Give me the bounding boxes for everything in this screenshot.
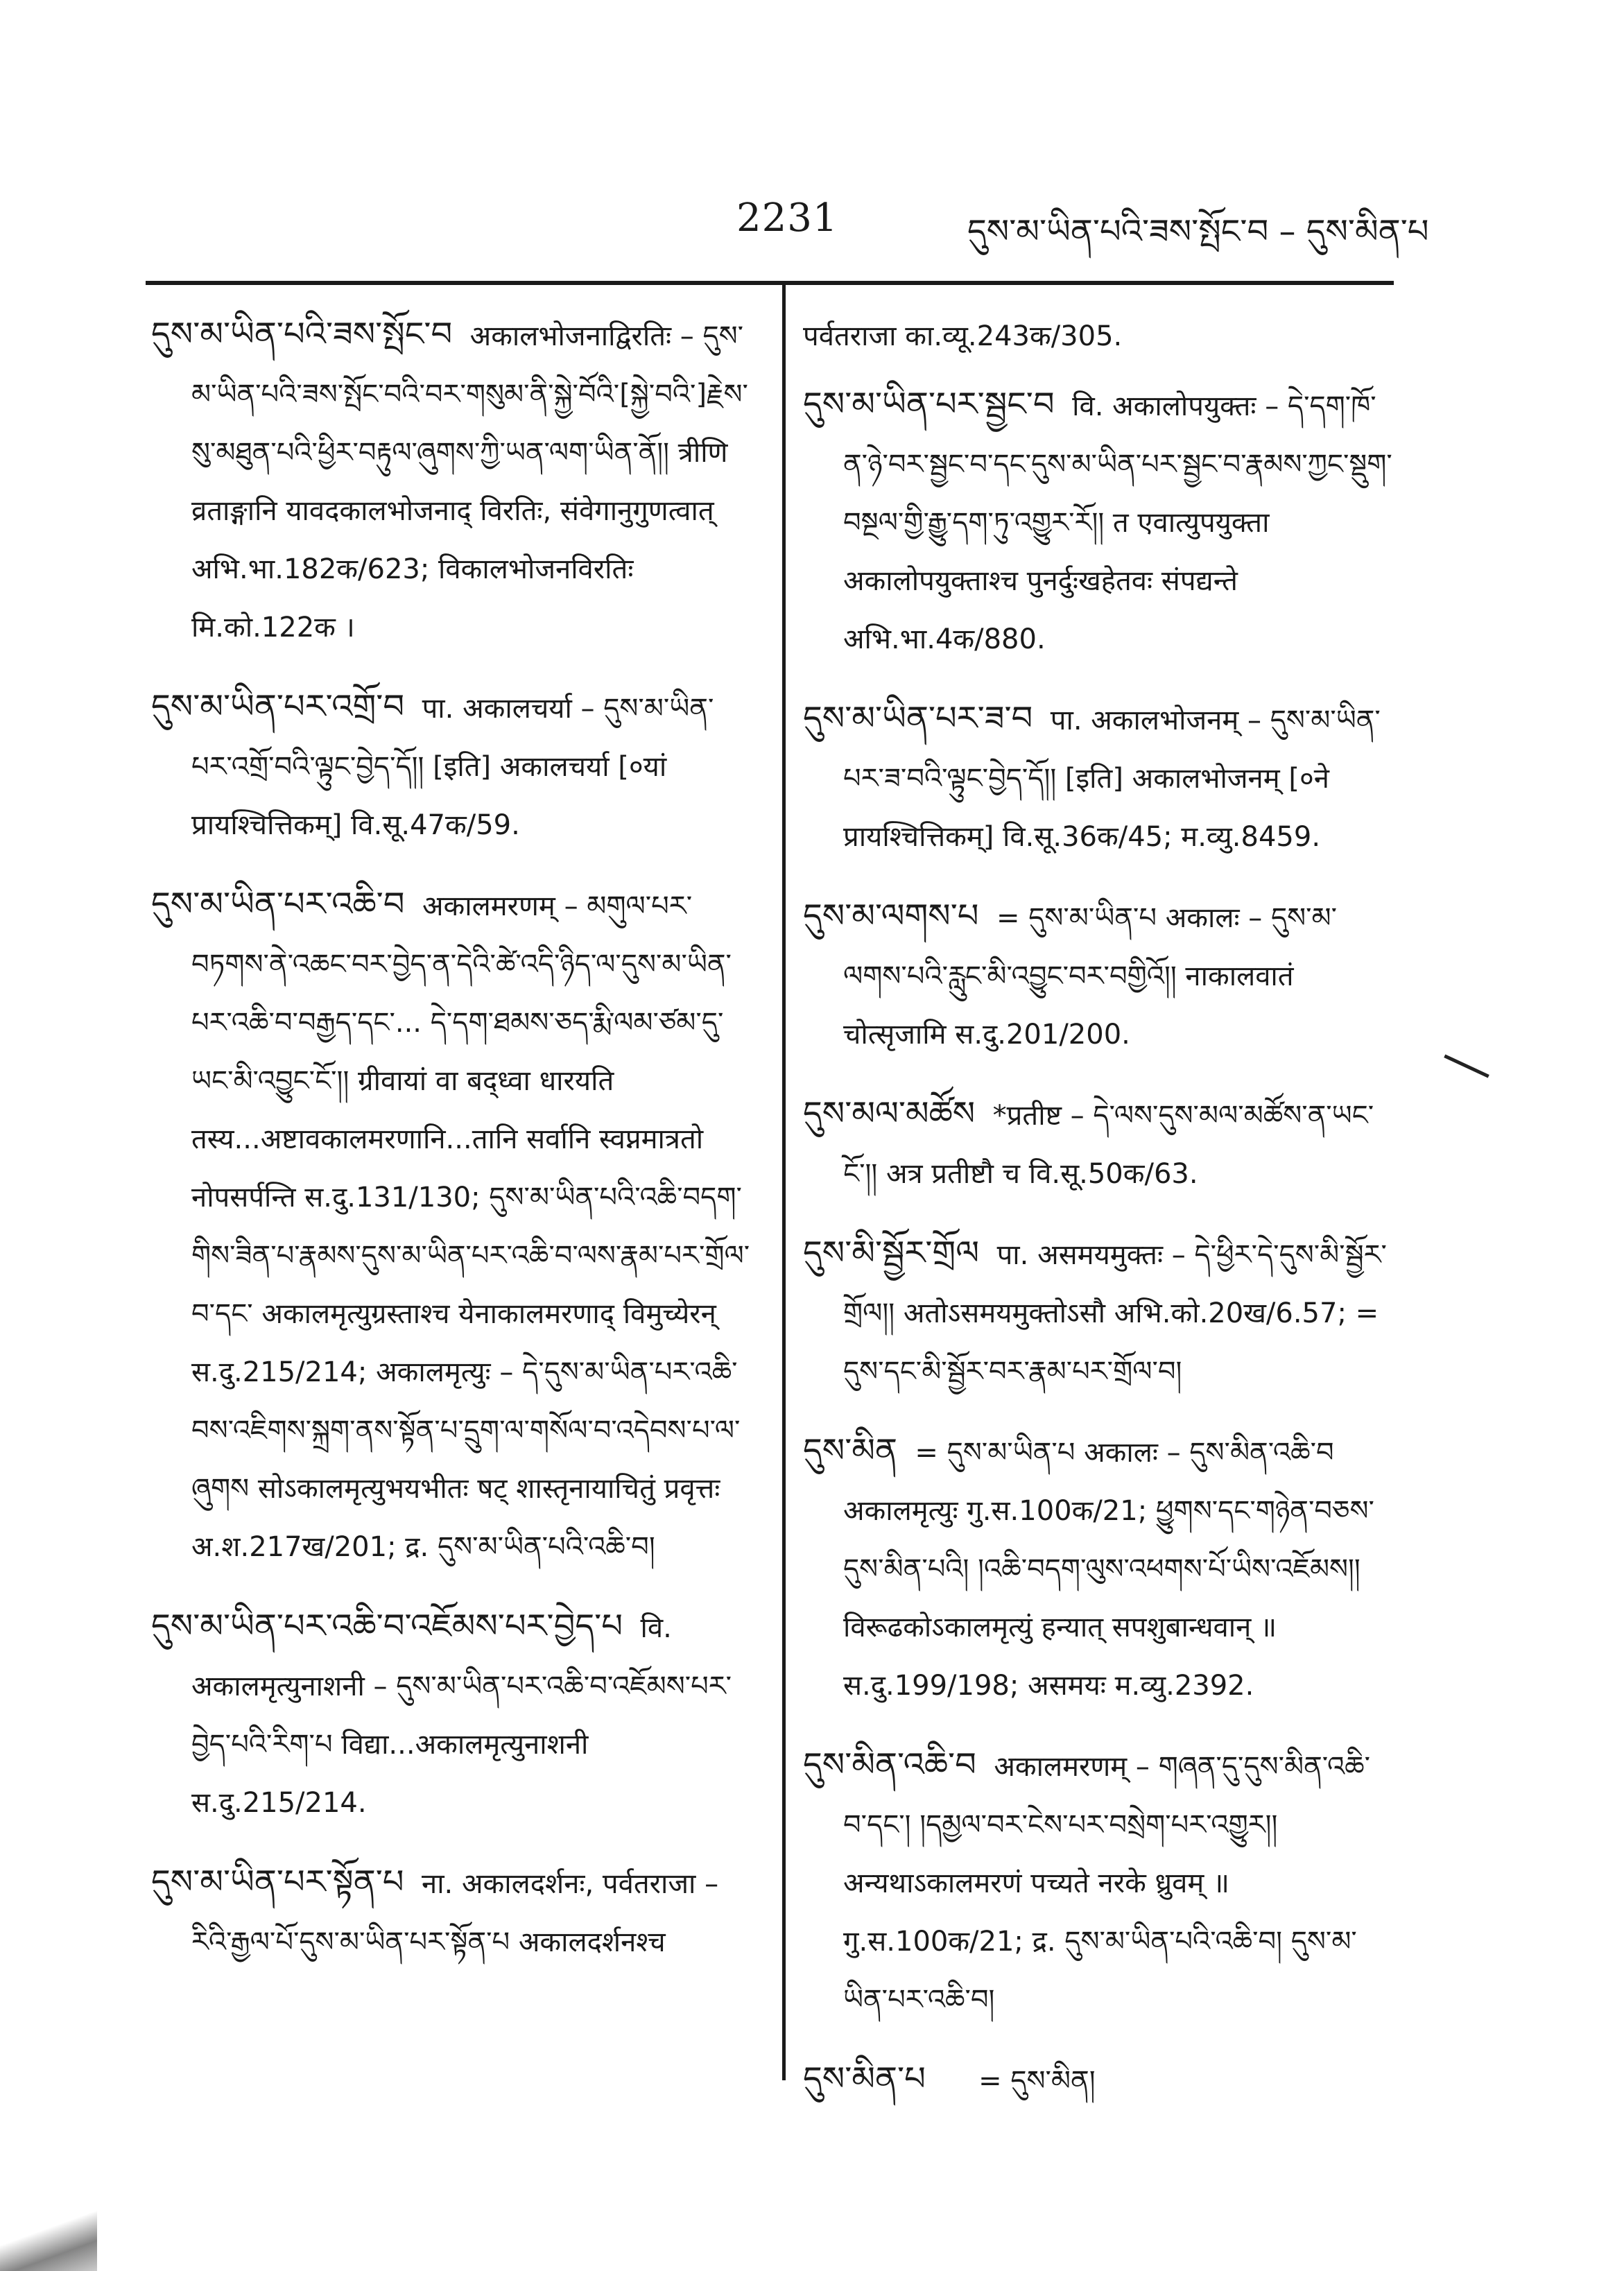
entry-text: पर्वतराजा का.व्यू.243क/305. bbox=[803, 320, 1123, 352]
entry-text: वि. अकालोपयुक्तः – དེ་དག་ཁོ་ན་ཉེ་བར་སྦྱང་བ་དང་དུས་མ་ཡིན་པར་སྦྱང་བ་རྣམས་ཀྱང་སྡུག་བསྔལ་གྱི་རྒྱུ་དག་ཏུ་འགྱུར་རོ།། त एवात्युपयुक्ता अकालोपयुक्ताश्च पुनर्दुःखहेतवः संपद्यन्ते अभि.भा.4क/880. bbox=[843, 390, 1392, 655]
entry-headword: དུས་མ་ཡིན་པར་འགྲོ་བ bbox=[151, 687, 405, 726]
entry-text: पा. अकालचर्या – དུས་མ་ཡིན་པར་འགྲོ་བའི་ལྟུང་བྱེད་དོ།། [इति] अकालचर्या [०यां प्रायश्चित्तिकम्] वि.सू.47क/59. bbox=[191, 693, 714, 841]
dictionary-entry bbox=[803, 1085, 1392, 1203]
entry-headword: དུས་མ་ཡིན་པར་འཆི་བ་འཇོམས་པར་བྱེད་པ bbox=[151, 1607, 623, 1646]
entry-text: अकालभोजनाद्विरतिः – དུས་མ་ཡིན་པའི་ཟས་སྤོང་བའི་བར་གསུམ་ནི་སྐྱེ་བོའི་[སྐྱེ་བའི་]རྗེས་སུ་མཐུན་པའི་ཕྱིར་བརྟུལ་ཞུགས་ཀྱི་ཡན་ལག་ཡིན་ནོ།། त्रीणि व्रताङ्गानि यावदकालभोजनाद् विरतिः, संवेगानुगुणत्वात् अभि.भा.182क/623; विकालभोजनविरतिः मि.को.122क । bbox=[191, 320, 748, 644]
entry-headword: དུས་མ་ལགས་པ bbox=[803, 897, 979, 935]
right-column bbox=[803, 305, 1392, 2131]
entry-text: पा. अकालभोजनम् – དུས་མ་ཡིན་པར་ཟ་བའི་ལྟུང་བྱེད་དོ།། [इति] अकालभोजनम् [०ने प्रायश्चित्तिकम्] वि.सू.36क/45; म.व्यु.8459. bbox=[843, 705, 1381, 853]
entry-text: = དུས་མ་ཡིན་པ अकालः – དུས་མིན་འཆི་བ अकालमृत्युः गु.स.100क/21; ཕྱུགས་དང་གཉེན་བཅས་དུས་མིན་པའི། །འཆི་བདག་ལུས་འཕགས་པོ་ཡིས་འཇོམས།། विरूढकोऽकालमृत्युं हन्यात् सपशुबान्धवान् ॥ स.दु.199/198; असमयः म.व्यु.2392. bbox=[843, 1437, 1374, 1702]
dictionary-entry-continuation bbox=[803, 305, 1392, 365]
entry-text: *प्रतीष्ट – དེ་ལས་དུས་མལ་མཚོས་ན་ཡང་ངོ་།། अत्र प्रतीष्टौ च वि.सू.50क/63. bbox=[843, 1100, 1374, 1190]
dictionary-entry bbox=[803, 689, 1392, 866]
entry-headword: དུས་མིན་པ bbox=[803, 2060, 926, 2098]
dictionary-entry bbox=[151, 305, 754, 657]
dictionary-entry bbox=[151, 1853, 754, 1971]
dictionary-entry bbox=[151, 1597, 754, 1832]
entry-text: = དུས་མ་ཡིན་པ अकालः – དུས་མ་ལགས་པའི་རླུང་མི་འབྱུང་བར་བགྱིའོ།། नाकालवातं चोत्सृजामि स.दु.201/200. bbox=[843, 902, 1337, 1051]
dictionary-entry bbox=[151, 677, 754, 854]
page-header bbox=[0, 0, 1624, 305]
entry-headword: དུས་མིན bbox=[803, 1431, 897, 1470]
header-rule bbox=[146, 281, 1394, 285]
left-column bbox=[151, 305, 754, 1992]
entry-headword: དུས་མ་ཡིན་པར་སྟོན་པ bbox=[151, 1863, 404, 1901]
page-number: 2231 bbox=[736, 196, 838, 241]
entry-text: अकालमरणम् – གཞན་དུ་དུས་མིན་འཆི་བ་དང་། །དམྱལ་བར་ངེས་པར་བསྲེག་པར་འགྱུར།། अन्यथाऽकालमरणं पच्यते नरके ध्रुवम् ॥ गु.स.100क/21; द्र. དུས་མ་ཡིན་པའི་འཆི་བ། དུས་མ་ཡིན་པར་འཆི་བ། bbox=[843, 1751, 1371, 2016]
entry-text: ना. अकालदर्शनः, पर्वतराजा – རིའི་རྒྱལ་པོ་དུས་མ་ཡིན་པར་སྟོན་པ अकालदर्शनश्च bbox=[191, 1868, 719, 1958]
entry-headword: དུས་མ་ཡིན་པར་ཟ་བ bbox=[803, 699, 1033, 738]
entry-headword: དུས་མ་ཡིན་པར་སྦྱང་བ bbox=[803, 385, 1055, 424]
dictionary-entry bbox=[803, 2050, 1392, 2110]
entry-text: वि. अकालमृत्युनाशनी – དུས་མ་ཡིན་པར་འཆི་བ་འཇོམས་པར་བྱེད་པའི་རིག་པ विद्या...अकालमृत्युनाशनी स.दु.215/214. bbox=[191, 1612, 732, 1819]
dictionary-entry bbox=[151, 875, 754, 1576]
entry-headword: དུས་མ་ཡིན་པའི་ཟས་སྤོང་བ bbox=[151, 315, 453, 354]
entry-headword: དུས་མིན་འཆི་བ bbox=[803, 1745, 976, 1784]
entry-text: पा. असमयमुक्तः – དེ་ཕྱིར་དེ་དུས་མི་སྦྱོར་གྲོལ།། अतोऽसमयमुक्तोऽसौ अभि.को.20ख/6.57; = དུས་དང་མི་སྦྱོར་བར་རྣམ་པར་གྲོལ་བ། bbox=[843, 1239, 1387, 1388]
running-head: དུས་མ་ཡིན་པའི་ཟས་སྤོང་བ – དུས་མིན་པ bbox=[967, 212, 1429, 251]
entry-headword: དུས་མ་ཡིན་པར་འཆི་བ bbox=[151, 885, 405, 924]
dictionary-entry bbox=[803, 375, 1392, 668]
dictionary-entry bbox=[803, 1224, 1392, 1401]
entry-text: = དུས་མིན། bbox=[978, 2065, 1096, 2097]
scan-edge-mark bbox=[0, 2205, 97, 2271]
margin-mark bbox=[1444, 1054, 1489, 1078]
entry-headword: དུས་མི་སྦྱོར་གྲོལ bbox=[803, 1234, 980, 1272]
column-divider bbox=[782, 281, 786, 2080]
dictionary-entry bbox=[803, 1422, 1392, 1715]
dictionary-entry bbox=[803, 1736, 1392, 2029]
entry-headword: དུས་མལ་མཚོས bbox=[803, 1094, 976, 1133]
dictionary-entry bbox=[803, 887, 1392, 1064]
entry-text: अकालमरणम् – མགུལ་པར་བཏགས་ནེ་འཆང་བར་བྱེད་ན་དེའི་ཚེ་འདི་ཉིད་ལ་དུས་མ་ཡིན་པར་འཆི་བ་བརྒྱད་དང་... དེ་དག་ཐམས་ཅད་རྨི་ལམ་ཙམ་དུ་ཡང་མི་འབྱུང་ངོ་།། ग्रीवायां वा बद्ध्वा धारयति तस्य...अष्टावकालमरणानि...तानि सर्वानि स्वप्नमात्रतो नोपसर्पन्ति स.दु.131/130; དུས་མ་ཡིན་པའི་འཆི་བདག་གིས་ཟིན་པ་རྣམས་དུས་མ་ཡིན་པར་འཆི་བ་ལས་རྣམ་པར་གྲོལ་བ་དང་ अकालमृत्युग्रस्ताश्च येनाकालमरणाद् विमुच्येरन् स.दु.215/214; अकालमृत्युः – དེ་དུས་མ་ཡིན་པར་འཆི་བས་འཇིགས་སྐྲག་ནས་སྟོན་པ་དྲུག་ལ་གསོལ་བ་འདེབས་པ་ལ་ཞུགས सोऽकालमृत्युभयभीतः षट् शास्तृनायाचितुं प्रवृत्तः अ.श.217ख/201; द्र. དུས་མ་ཡིན་པའི་འཆི་བ། bbox=[191, 890, 750, 1563]
